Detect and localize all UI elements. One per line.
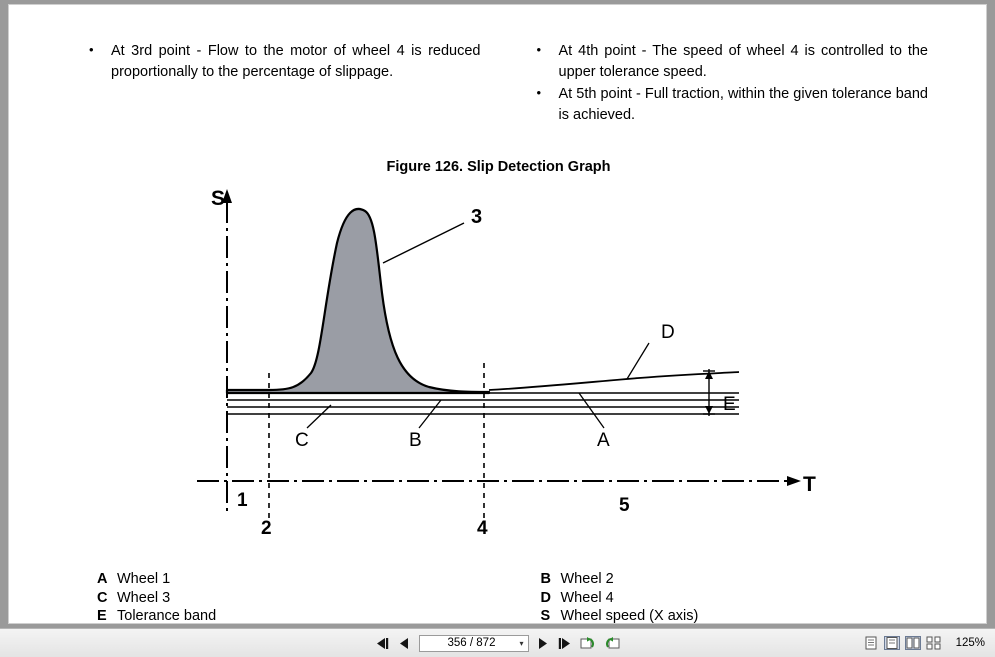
point-5: 5	[619, 495, 630, 516]
document-page	[8, 4, 987, 624]
legend-key: E	[97, 608, 107, 624]
previous-page-icon[interactable]	[397, 635, 412, 651]
list-item	[537, 84, 929, 125]
page-display-modes	[862, 635, 942, 652]
legend-row	[97, 570, 513, 589]
bullet-section	[9, 41, 988, 127]
legend-row	[541, 570, 929, 589]
bullet-column-right	[509, 41, 929, 127]
bullet-column-left	[89, 41, 509, 127]
last-page-icon[interactable]	[558, 635, 573, 651]
callout-b: B	[409, 430, 422, 451]
page-number-input[interactable]	[419, 635, 529, 652]
axis-label-t: T	[803, 473, 816, 496]
figure-caption: Figure 126. Slip Detection Graph	[386, 159, 611, 175]
view-controls	[862, 635, 985, 652]
callout-c: C	[295, 430, 309, 451]
legend-key: C	[97, 589, 108, 606]
point-1: 1	[237, 490, 248, 511]
list-item	[537, 41, 929, 82]
legend-key: B	[540, 571, 551, 587]
callout-3: 3	[471, 206, 483, 228]
point-2: 2	[261, 518, 272, 539]
legend-key: A	[97, 571, 108, 587]
next-page-icon[interactable]	[536, 635, 551, 651]
legend-row	[541, 607, 929, 626]
legend-text: Tolerance band	[117, 608, 217, 624]
continuous-scroll-view-icon[interactable]	[883, 635, 900, 652]
chevron-down-icon[interactable]: ▾	[519, 638, 524, 648]
two-page-view-icon[interactable]	[904, 635, 921, 652]
callout-a: A	[597, 430, 610, 451]
legend-row	[541, 589, 929, 608]
legend-text: Wheel 1	[117, 571, 171, 587]
point-4: 4	[477, 518, 488, 539]
slip-detection-graph	[179, 183, 839, 553]
legend-text: Wheel 4	[560, 589, 614, 606]
bullet-dot-icon: •	[536, 42, 542, 57]
next-view-icon[interactable]	[604, 635, 621, 652]
pdf-toolbar	[0, 628, 995, 657]
page-navigation	[375, 635, 621, 652]
first-page-icon[interactable]	[375, 635, 390, 651]
list-item	[89, 41, 481, 82]
bullet-dot-icon: •	[89, 42, 94, 57]
legend-key: D	[540, 589, 551, 606]
single-page-view-icon[interactable]	[862, 635, 879, 652]
zoom-level-label[interactable]: 125%	[955, 637, 985, 649]
previous-view-icon[interactable]	[580, 635, 597, 652]
page-number-value: 356 / 872	[447, 637, 496, 649]
legend-row	[97, 589, 513, 608]
callout-e: E	[723, 394, 736, 415]
legend-text: Wheel speed (X axis)	[560, 608, 699, 624]
legend-text: Wheel 2	[560, 571, 614, 587]
bullet-text: At 3rd point - Flow to the motor of wheel 4 is reduced proportionally to the percentage of slippage.	[111, 43, 481, 80]
legend-key: S	[540, 608, 551, 624]
legend-row	[97, 607, 513, 626]
callout-d: D	[661, 322, 675, 343]
bullet-text: At 4th point - The speed of wheel 4 is controlled to the upper tolerance speed.	[558, 43, 928, 80]
bullet-dot-icon: •	[536, 85, 542, 101]
two-page-scroll-view-icon[interactable]	[925, 635, 942, 652]
legend-text: Wheel 3	[117, 589, 171, 606]
axis-label-s: S	[211, 187, 226, 210]
bullet-text: At 5th point - Full traction, within the given tolerance band is achieved.	[558, 86, 928, 123]
